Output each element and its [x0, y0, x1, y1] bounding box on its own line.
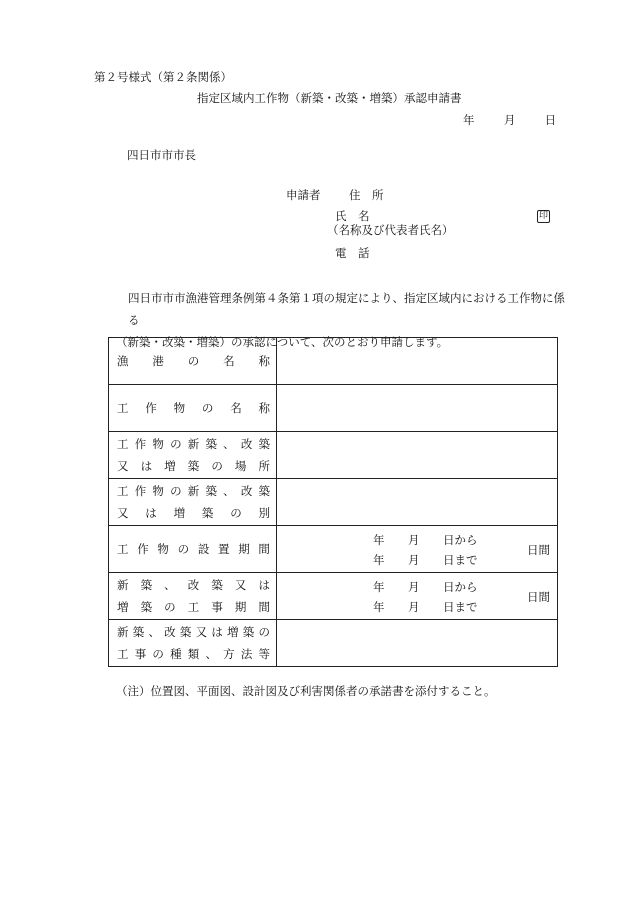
- label-char: 築: [211, 578, 223, 592]
- label-char: 又: [117, 459, 129, 473]
- label-char: 築: [205, 437, 217, 451]
- row-label: [109, 432, 277, 479]
- label-char: の: [230, 506, 242, 520]
- applicant-label: 申請者: [286, 188, 321, 202]
- row-label: [109, 385, 277, 432]
- period-part: 日から: [443, 580, 478, 594]
- label-char: 間: [258, 542, 270, 556]
- row-label-line: [117, 538, 270, 560]
- row-label: [109, 573, 277, 620]
- period-part: 日まで: [443, 553, 478, 567]
- table-row: [109, 526, 558, 573]
- label-char: 工: [117, 647, 129, 661]
- label-char: 増: [227, 625, 239, 639]
- period-part: 日まで: [443, 600, 478, 614]
- row-value-field[interactable]: [277, 432, 558, 479]
- address-label: 住 所: [349, 188, 384, 202]
- label-char: 改: [240, 484, 253, 498]
- row-label: [109, 338, 277, 385]
- label-char: 作: [137, 542, 149, 556]
- label-char: 増: [164, 459, 176, 473]
- label-char: 方: [223, 647, 235, 661]
- label-char: 新: [117, 625, 129, 639]
- label-char: 、: [223, 484, 235, 498]
- name-label: 氏 名: [335, 209, 370, 223]
- label-char: は: [211, 625, 223, 639]
- label-char: 又: [117, 506, 129, 520]
- table-row: [109, 479, 558, 526]
- label-char: 作: [134, 437, 147, 451]
- document-title: 指定区域内工作物（新築・改築・増築）承認申請書: [197, 91, 462, 105]
- row-value-field[interactable]: [277, 385, 558, 432]
- label-char: の: [211, 459, 223, 473]
- label-char: 置: [218, 542, 230, 556]
- label-char: 築: [201, 506, 214, 520]
- footnote: （注）位置図、平面図、設計図及び利害関係者の承諾書を添付すること。: [116, 684, 496, 698]
- row-label-line: [117, 643, 270, 665]
- label-char: 名: [223, 354, 235, 368]
- label-char: 所: [258, 459, 270, 473]
- row-label: [109, 620, 277, 667]
- label-char: 物: [152, 437, 164, 451]
- label-char: 築: [140, 600, 153, 614]
- label-char: 場: [234, 459, 247, 473]
- row-value-field[interactable]: [277, 573, 558, 620]
- label-char: 築: [179, 625, 192, 639]
- period-part: 月: [408, 580, 420, 594]
- label-char: 作: [134, 484, 147, 498]
- label-char: 設: [197, 542, 210, 556]
- label-char: 築: [258, 484, 270, 498]
- label-char: 等: [258, 647, 270, 661]
- phone-label: 電 話: [335, 246, 370, 260]
- period-part: 年: [373, 580, 385, 594]
- addressee: 四日市市市長: [127, 148, 196, 162]
- row-value-field[interactable]: [277, 479, 558, 526]
- label-char: 築: [187, 459, 200, 473]
- label-char: 港: [152, 354, 164, 368]
- date-day-label: 日: [544, 113, 557, 127]
- period-part: 年: [373, 533, 385, 547]
- label-char: 新: [187, 484, 200, 498]
- period-part: 月: [408, 553, 420, 567]
- label-char: 事: [134, 647, 147, 661]
- row-value-field[interactable]: [277, 620, 558, 667]
- statement-line-1: 四日市市市漁港管理条例第４条第１項の規定により、指定区域内における工作物に係る: [128, 291, 565, 327]
- label-char: の: [152, 647, 164, 661]
- label-char: 新: [187, 437, 200, 451]
- table-row: [109, 432, 558, 479]
- label-char: 物: [173, 401, 186, 415]
- label-char: 築: [140, 578, 153, 592]
- period-part: 月: [408, 600, 420, 614]
- period-from-line: [373, 532, 493, 548]
- period-total-days: 日間: [527, 590, 550, 604]
- label-char: 新: [117, 578, 129, 592]
- statement-line-2: （新築・改築・増築）の承認について、次のとおり申請します。: [116, 335, 449, 349]
- label-char: 種: [170, 647, 182, 661]
- label-char: 称: [258, 401, 270, 415]
- row-label: [109, 479, 277, 526]
- label-char: の: [187, 354, 200, 368]
- label-char: 法: [240, 647, 253, 661]
- label-char: 期: [234, 600, 247, 614]
- label-char: の: [258, 625, 270, 639]
- representative-label: （名称及び代表者氏名）: [327, 223, 454, 237]
- label-char: は: [140, 459, 153, 473]
- label-char: 作: [145, 401, 157, 415]
- label-char: 物: [152, 484, 164, 498]
- label-char: 別: [258, 506, 270, 520]
- label-char: 称: [258, 354, 270, 368]
- label-char: 築: [242, 625, 255, 639]
- date-line: [463, 115, 556, 127]
- row-label: [109, 526, 277, 573]
- label-char: 事: [211, 600, 223, 614]
- period-part: 日から: [443, 533, 478, 547]
- label-char: の: [177, 542, 190, 556]
- label-char: 間: [258, 600, 270, 614]
- period-total-days: 日間: [527, 543, 550, 557]
- label-char: は: [258, 578, 270, 592]
- row-label-line: [117, 350, 270, 372]
- date-month-label: 月: [503, 113, 516, 127]
- label-char: 、: [148, 625, 160, 639]
- table-row: [109, 620, 558, 667]
- label-char: 物: [157, 542, 169, 556]
- label-char: 期: [238, 542, 250, 556]
- row-label-line: [117, 574, 270, 596]
- period-part: 年: [373, 553, 385, 567]
- row-label-line: [117, 455, 270, 477]
- label-char: 工: [117, 401, 129, 415]
- period-until-line: [373, 599, 493, 615]
- label-char: の: [164, 600, 176, 614]
- row-label-line: [117, 502, 270, 524]
- label-char: 増: [117, 600, 129, 614]
- row-label-line: [117, 596, 270, 618]
- row-label-line: [117, 621, 270, 643]
- label-char: 、: [164, 578, 176, 592]
- table-row: [109, 338, 558, 385]
- label-char: 、: [223, 437, 235, 451]
- row-value-field[interactable]: [277, 526, 558, 573]
- label-char: 又: [195, 625, 208, 639]
- period-field: [277, 573, 557, 619]
- label-char: 築: [258, 437, 270, 451]
- label-char: の: [201, 401, 214, 415]
- label-char: 改: [187, 578, 200, 592]
- period-part: 年: [373, 600, 385, 614]
- label-char: 工: [117, 542, 129, 556]
- label-char: 工: [187, 600, 200, 614]
- label-char: 漁: [117, 354, 129, 368]
- period-field: [277, 526, 557, 572]
- label-char: 築: [205, 484, 217, 498]
- row-label-line: [117, 480, 270, 502]
- form-number: 第２号様式（第２条関係）: [94, 70, 232, 84]
- label-char: の: [170, 437, 182, 451]
- row-value-field[interactable]: [277, 338, 558, 385]
- period-part: 月: [408, 533, 420, 547]
- label-char: 築: [132, 625, 145, 639]
- label-char: 類: [187, 647, 200, 661]
- label-char: 工: [117, 484, 129, 498]
- label-char: 改: [240, 437, 253, 451]
- seal-mark: 印: [539, 211, 549, 221]
- date-year-label: 年: [463, 113, 475, 127]
- label-char: 、: [205, 647, 217, 661]
- period-from-line: [373, 579, 493, 595]
- table-row: [109, 573, 558, 620]
- application-form-table: [108, 337, 558, 667]
- label-char: は: [145, 506, 157, 520]
- row-label-line: [117, 397, 270, 419]
- label-char: 増: [173, 506, 186, 520]
- period-until-line: [373, 552, 493, 568]
- label-char: 又: [234, 578, 247, 592]
- label-char: 工: [117, 437, 129, 451]
- row-label-line: [117, 433, 270, 455]
- label-char: 改: [164, 625, 176, 639]
- label-char: 名: [230, 401, 242, 415]
- label-char: の: [170, 484, 182, 498]
- table-row: [109, 385, 558, 432]
